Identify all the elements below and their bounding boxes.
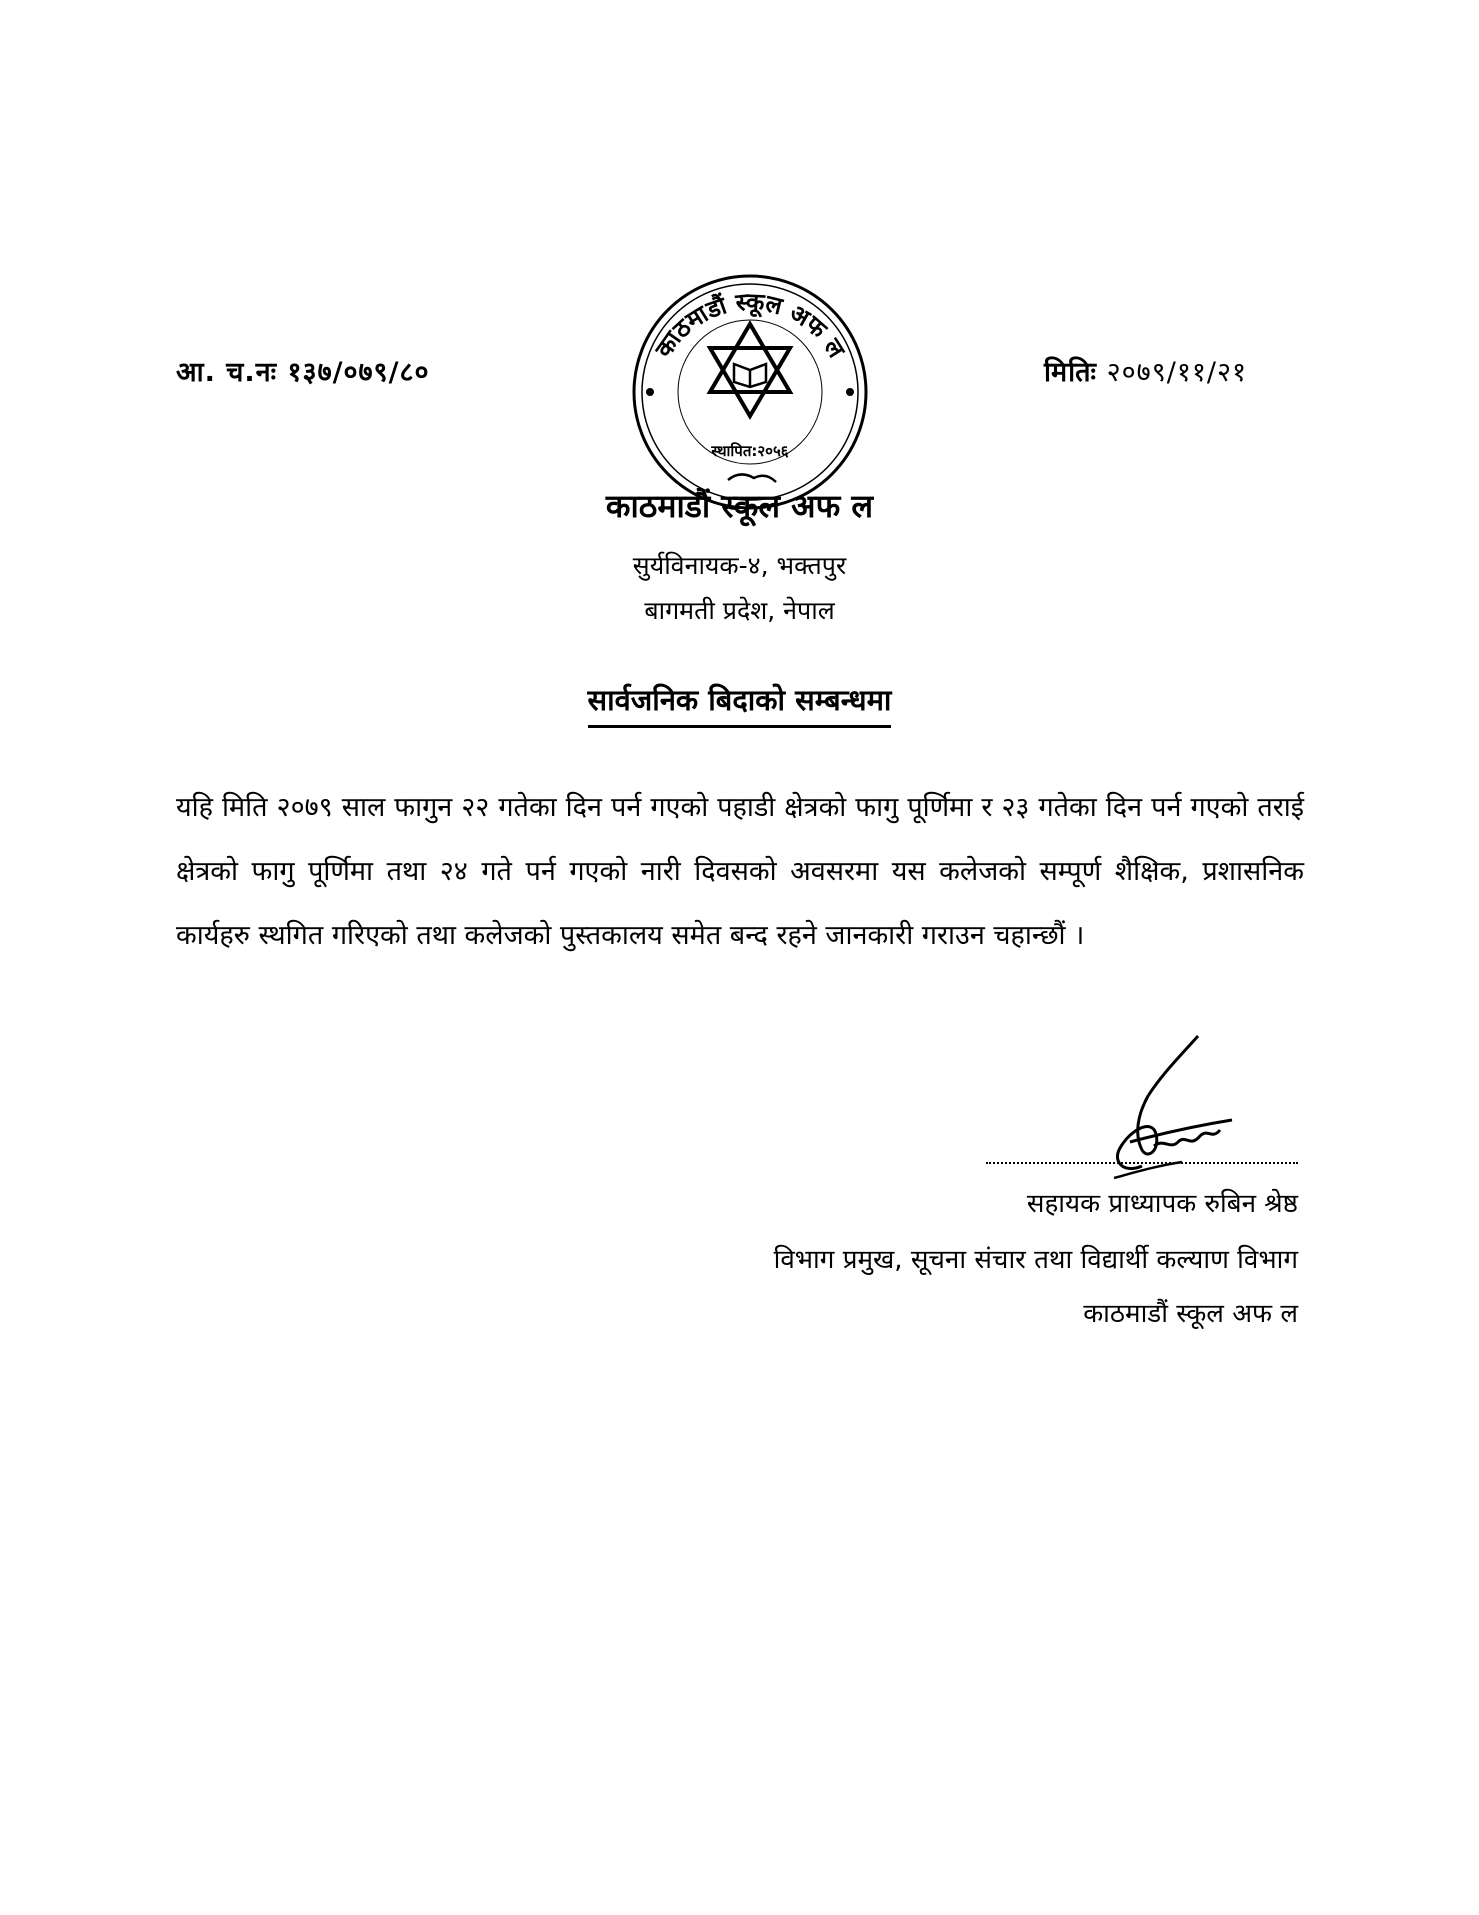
subject-heading [0,680,1479,728]
signature-line [986,1132,1298,1164]
date-value: २०७९/११/२१ [1106,357,1248,388]
signatory-name: सहायक प्राध्यापक रुबिन श्रेष्ठ [1026,1189,1298,1219]
school-seal [630,272,870,512]
reference-value: १३७/०७९/८० [287,357,430,388]
date-label: मितिः [1044,357,1097,388]
reference-label: आ. च.नः [176,357,278,388]
notice-body: यहि मिति २०७९ साल फागुन २२ गतेका दिन पर्न गएको पहाडी क्षेत्रको फागु पूर्णिमा र २३ गतेका दिन पर्न गएको तराई क्षेत्रको फागु पूर्णिमा तथा २४ गते पर्न गएको नारी दिवसको अवसरमा यस कलेजको सम्पूर्ण शैक्षिक, प्रशासनिक कार्यहरु स्थगित गरिएको तथा कलेजको पुस्तकालय समेत बन्द रहने जानकारी गराउन चहान्छौं । [176,792,1304,951]
subject-text: सार्वजनिक बिदाको सम्बन्धमा [588,680,892,728]
seal-ring-text: काठमाडौं स्कूल अफ ल [649,287,851,363]
signatory-institution: काठमाडौं स्कूल अफ ल [1083,1299,1298,1329]
address-line-1: सुर्यविनायक-४, भक्तपुर [632,551,847,580]
reference-number [176,352,430,389]
date [1044,352,1247,389]
address-line-2: बागमती प्रदेश, नेपाल [644,596,835,625]
signatory-position: विभाग प्रमुख, सूचना संचार तथा विद्यार्थी कल्याण विभाग [773,1245,1298,1275]
school-name: काठमाडौं स्कूल अफ ल [605,487,874,525]
signature [1090,1030,1250,1190]
seal-established: स्थापित:२०५६ [711,442,789,460]
book-icon [734,364,766,387]
